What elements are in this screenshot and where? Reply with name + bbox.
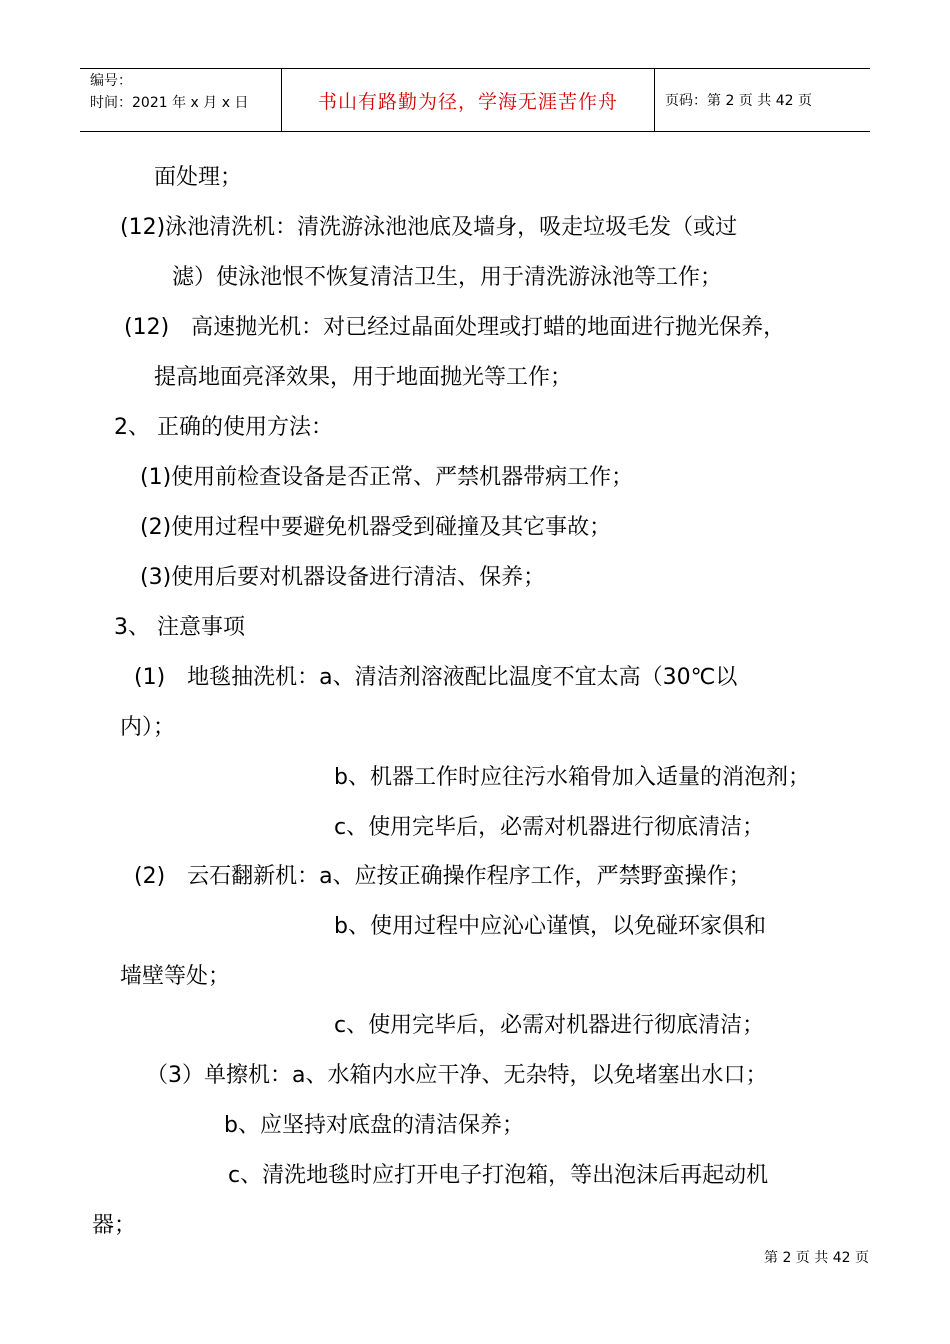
header-page-info: 页码：第 2 页 共 42 页 [665,93,812,109]
doc-date: 时间：2021 年 x 月 x 日 [90,95,249,111]
page-header [80,68,870,132]
body-line: 提高地面亮泽效果，用于地面抛光等工作； [154,365,573,390]
body-line: 器； [92,1213,137,1238]
body-line: b、使用过程中应沁心谨慎，以免碰环家俱和 [334,914,766,939]
body-line: (1)使用前检查设备是否正常、严禁机器带病工作； [140,465,634,490]
page-footer: 第 2 页 共 42 页 [764,1250,869,1266]
section-heading: 3、 注意事项 [114,615,245,640]
section-heading: 2、 正确的使用方法： [114,415,333,440]
body-line: (2) 云石翻新机：a、应按正确操作程序工作，严禁野蛮操作； [134,864,751,889]
doc-number: 编号： [90,73,132,89]
body-line: （3）单擦机：a、水箱内水应干净、无杂特，以免堵塞出水口； [146,1063,768,1088]
body-line: 内）； [120,715,176,740]
body-line: c、清洗地毯时应打开电子打泡箱，等出泡沫后再起动机 [228,1163,769,1188]
body-line: (12)泳池清洗机：清洗游泳池池底及墙身，吸走垃圾毛发（或过 [120,215,738,240]
header-motto-cell [282,69,655,131]
body-line: b、机器工作时应往污水箱骨加入适量的消泡剂； [334,765,810,790]
body-line: (1) 地毯抽洗机：a、清洁剂溶液配比温度不宜太高（30℃以 [134,665,738,690]
body-line: (12) 高速抛光机：对已经过晶面处理或打蜡的地面进行抛光保养， [124,315,786,340]
body-line: 滤）使泳池恨不恢复清洁卫生，用于清洗游泳池等工作； [172,265,723,290]
header-meta [80,69,282,132]
body-line: 墙壁等处； [120,964,231,989]
body-line: c、使用完毕后，必需对机器进行彻底清洁； [334,815,765,840]
body-line: (2)使用过程中要避免机器受到碰撞及其它事故； [140,515,612,540]
body-line: 面处理； [154,165,243,190]
body-line: (3)使用后要对机器设备进行清洁、保养； [140,565,546,590]
body-line: c、使用完毕后，必需对机器进行彻底清洁； [334,1013,765,1038]
body-line: b、应坚持对底盘的清洁保养； [224,1113,524,1138]
header-motto: 书山有路勤为径，学海无涯苦作舟 [317,90,618,113]
